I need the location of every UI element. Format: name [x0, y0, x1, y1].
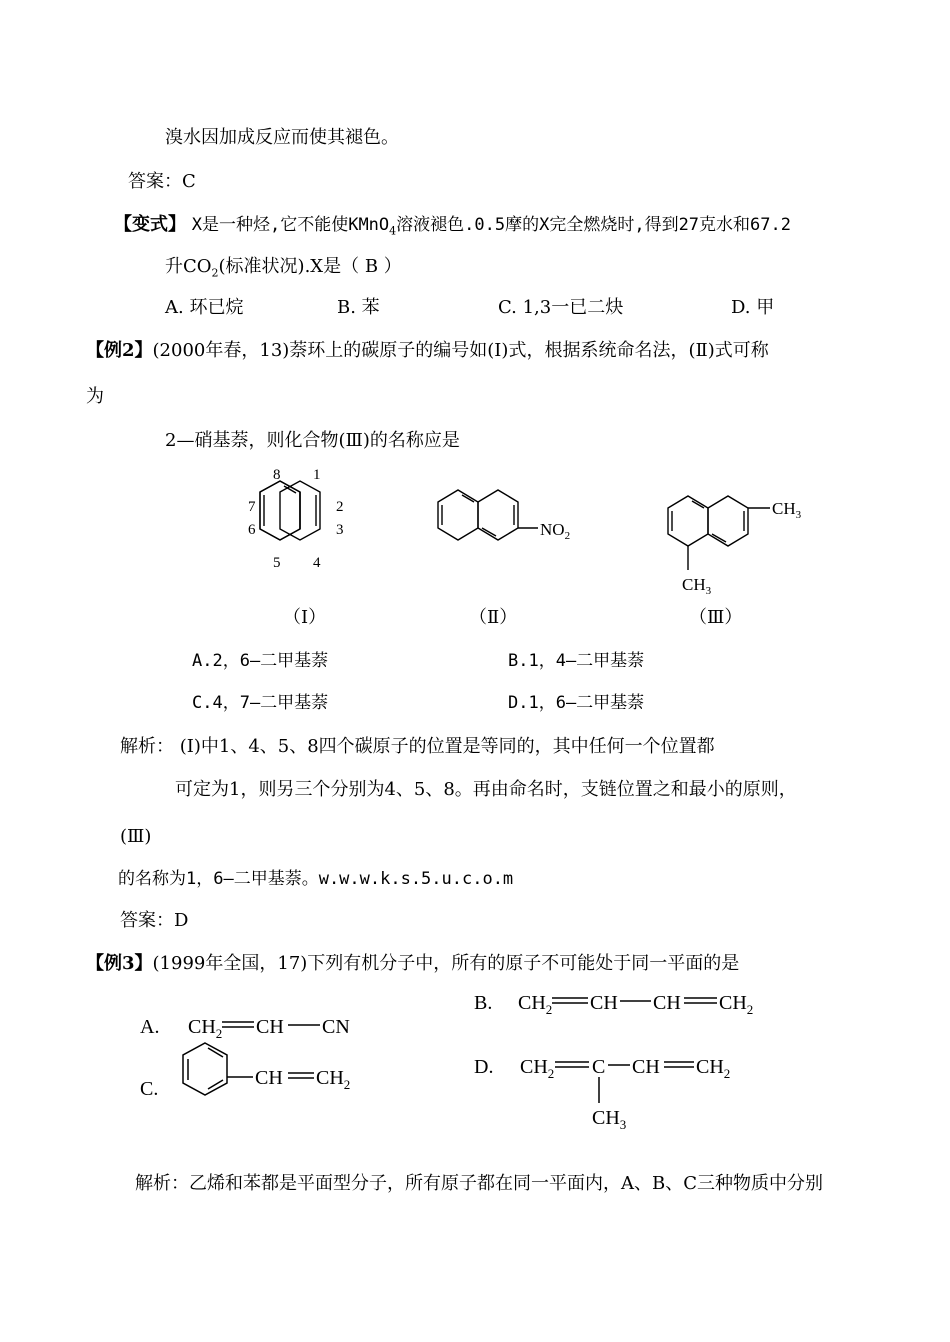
option-label-d: D. — [474, 1056, 494, 1078]
naphthalene-numbered-figure — [240, 462, 370, 580]
choice-b: B.1，4—二甲基萘 — [508, 651, 645, 671]
formula-atom — [188, 1016, 222, 1041]
choice-d: D.1，6—二甲基萘 — [508, 693, 645, 713]
formula-atom — [592, 1107, 626, 1132]
text-line: 的名称为1，6—二甲基萘。w.w.w.k.s.5.u.c.o.m — [118, 869, 514, 889]
text-line: 升CO — [165, 256, 212, 277]
option-a: A. 环已烷 — [165, 297, 244, 318]
position-number: 1 — [313, 467, 321, 483]
text-line: 2—硝基萘，则化合物(Ⅲ)的名称应是 — [165, 430, 460, 451]
nitronaphthalene-figure — [430, 478, 600, 558]
example-3 — [86, 953, 739, 975]
formula-atom: CH — [632, 1056, 660, 1078]
methyl-label: CH — [772, 499, 796, 518]
atom-label: CH — [696, 1056, 724, 1078]
formula-atom — [518, 992, 552, 1017]
figure-caption: （Ⅱ） — [469, 607, 518, 628]
option-label-b: B. — [474, 992, 493, 1014]
subscript: 3 — [705, 585, 712, 597]
formula-atom — [719, 992, 753, 1017]
formula-atom: CH — [590, 992, 618, 1014]
methyl-group — [772, 499, 802, 521]
atom-label: CH — [316, 1067, 344, 1089]
analysis-line: (Ⅲ) — [120, 826, 152, 847]
subscript: 2 — [564, 530, 571, 542]
formula-atom: C — [592, 1056, 606, 1078]
option-b: B. 苯 — [337, 297, 380, 318]
example-heading: 【例3】 — [86, 953, 153, 974]
subscript: 2 — [215, 1026, 223, 1041]
text-line — [165, 256, 402, 285]
formula-atom — [520, 1056, 554, 1081]
subscript: 2 — [343, 1077, 351, 1092]
formula-atom: CN — [322, 1016, 350, 1038]
text-line: (1999年全国，17)下列有机分子中，所有的原子不可能处于同一平面的是 — [152, 953, 740, 974]
example-heading: 【例2】 — [86, 340, 153, 361]
formula-atom: CH — [653, 992, 681, 1014]
example-2 — [86, 340, 769, 362]
subscript: 2 — [211, 266, 219, 280]
position-number: 2 — [336, 499, 344, 515]
position-number: 7 — [248, 499, 256, 515]
atom-label: CH — [518, 992, 546, 1014]
nitro-label: NO — [540, 520, 565, 539]
formula-atom: CH — [256, 1016, 284, 1038]
choice-a: A.2，6—二甲基萘 — [192, 651, 329, 671]
subscript: 3 — [619, 1117, 627, 1132]
text-line: (2000年春，13)萘环上的碳原子的编号如(Ⅰ)式，根据系统命名法，(Ⅱ)式可称 — [152, 340, 769, 361]
formula-atom: CH — [255, 1067, 283, 1089]
formula-atom — [316, 1067, 350, 1092]
analysis-line — [118, 868, 513, 890]
figure-caption: （Ⅰ） — [283, 607, 327, 628]
formula-atom — [696, 1056, 730, 1081]
option-c: C. 1,3一已二炔 — [498, 297, 624, 318]
text-line: (标准状况).X是（ B ） — [218, 256, 402, 277]
text-line: 溶液褪色.0.5摩的X完全燃烧时,得到27克水和67.2 — [396, 215, 791, 235]
choice-c: C.4，7—二甲基萘 — [192, 693, 329, 713]
analysis-line: 解析：乙烯和苯都是平面型分子，所有原子都在同一平面内，A、B、C三种物质中分别 — [135, 1173, 823, 1194]
subscript: 2 — [545, 1002, 553, 1017]
subscript: 2 — [746, 1002, 754, 1017]
formula-figure — [130, 985, 790, 1135]
subscript: 2 — [723, 1066, 731, 1081]
subscript: 3 — [795, 509, 802, 521]
atom-label: CH — [592, 1107, 620, 1129]
text-line: X是一种烃,它不能使KMnO — [191, 215, 390, 235]
option-label-c: C. — [140, 1078, 159, 1100]
variant-question — [114, 214, 791, 243]
figure-caption: （Ⅲ） — [689, 607, 743, 628]
answer-line: 答案：D — [120, 910, 189, 931]
answer-line: 答案：C — [128, 171, 196, 192]
atom-label: CH — [719, 992, 747, 1014]
position-number: 5 — [273, 555, 281, 571]
analysis-line: 解析： (Ⅰ)中1、4、5、8四个碳原子的位置是等同的，其中任何一个位置都 — [120, 736, 715, 757]
variant-heading: 【变式】 — [114, 214, 186, 235]
position-number: 3 — [336, 522, 344, 538]
dimethylnaphthalene-figure — [660, 478, 830, 598]
subscript: 4 — [389, 224, 397, 238]
text-line: 溴水因加成反应而使其褪色。 — [165, 127, 399, 148]
subscript: 2 — [547, 1066, 555, 1081]
position-number: 4 — [313, 555, 321, 571]
text-line: 为 — [86, 386, 104, 407]
position-number: 8 — [273, 467, 281, 483]
methyl-group — [682, 575, 712, 597]
analysis-line: 可定为1，则另三个分别为4、5、8。再由命名时，支链位置之和最小的原则， — [175, 779, 797, 800]
nitro-group — [540, 520, 570, 542]
option-d: D. 甲 — [731, 297, 775, 318]
atom-label: CH — [520, 1056, 548, 1078]
position-number: 6 — [248, 522, 256, 538]
methyl-label: CH — [682, 575, 706, 594]
option-label-a: A. — [140, 1016, 160, 1038]
atom-label: CH — [188, 1016, 216, 1038]
